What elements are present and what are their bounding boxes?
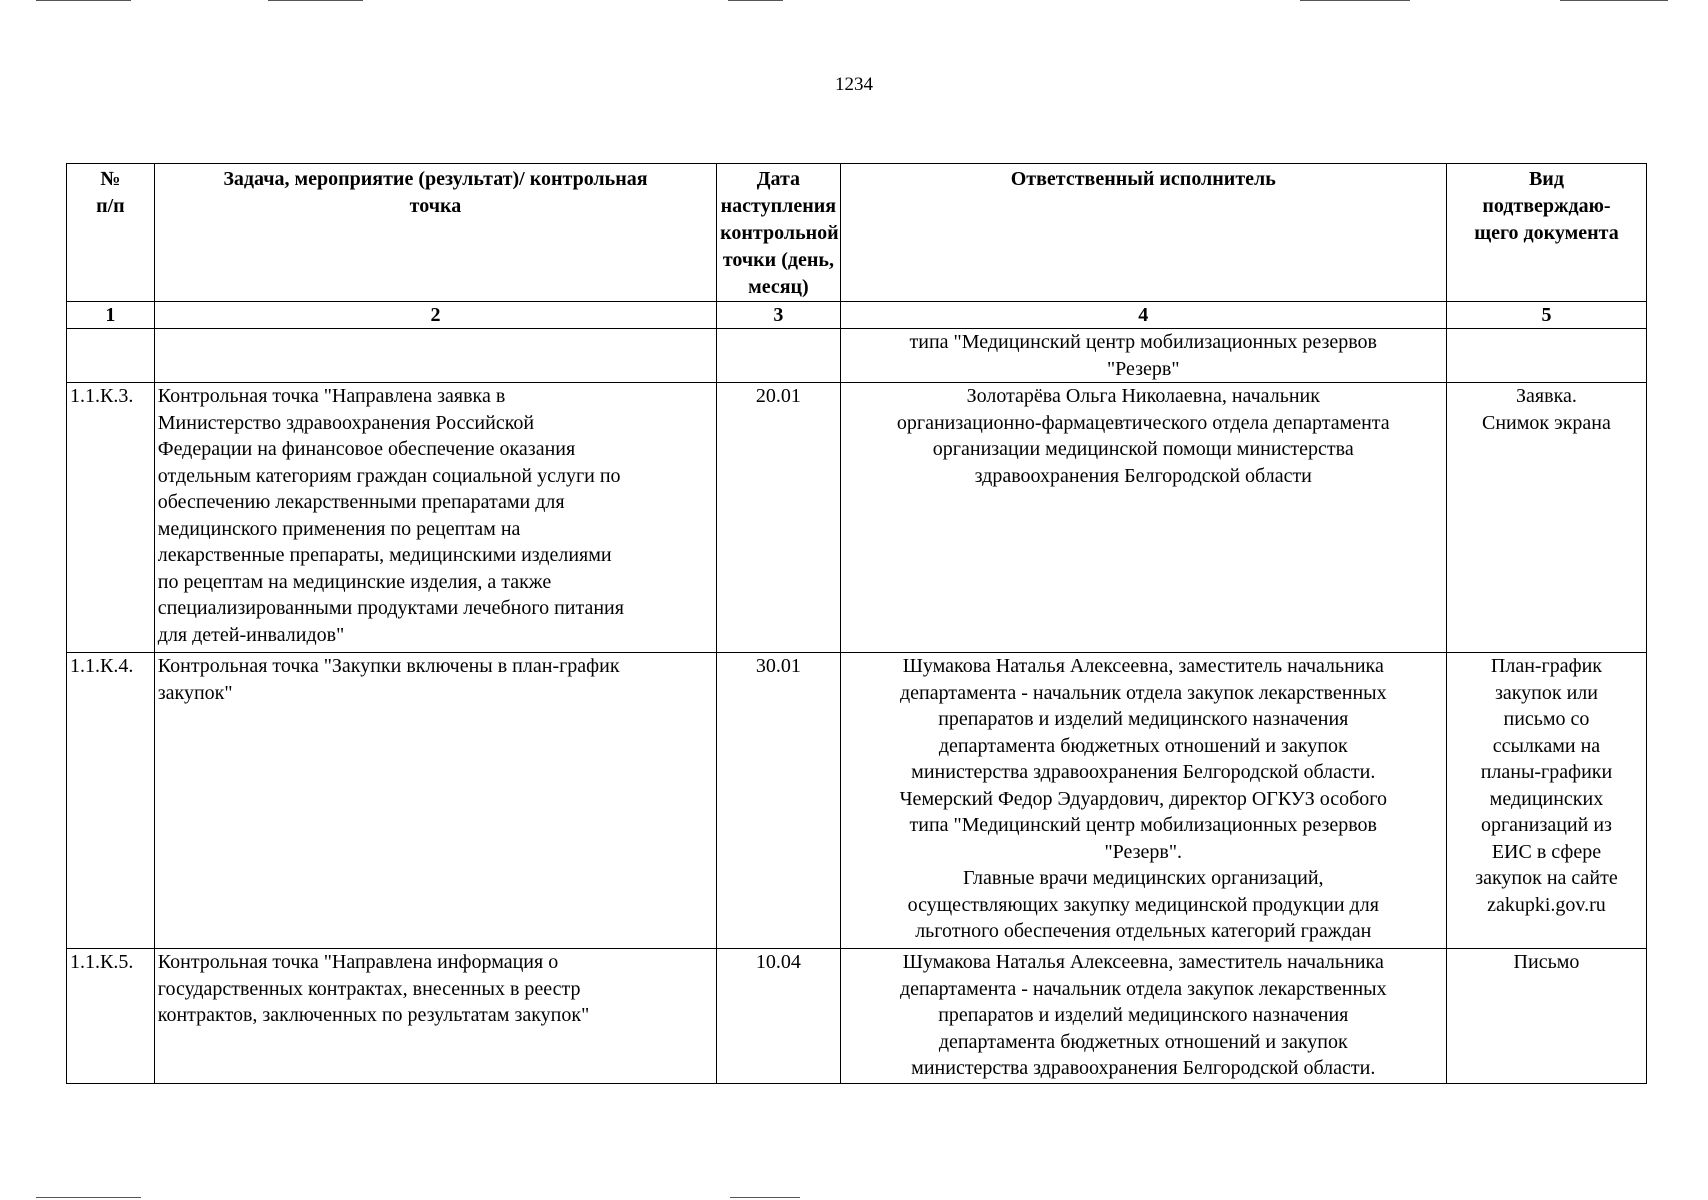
scan-edge-line [728, 0, 783, 1]
document-cell: Заявка. Снимок экрана [1446, 383, 1646, 653]
executor-cell: Шумакова Наталья Алексеевна, заместитель начальника департамента - начальник отдела закупок лекарственных препаратов и изделий медицинского назначения департамента бюджетных отношений и закупок министерства здравоохранения Белгородской области. Чемерский Федор Эдуардович, директор ОГКУЗ особого типа "Медицинский центр мобилизационных резервов "Резерв". Главные врачи медицинских организаций, осуществляющих закупку медицинской продукции для льготного обеспечения отдельных категорий граждан [840, 653, 1446, 949]
scan-edge-line [36, 0, 131, 1]
row-number [67, 329, 155, 383]
executor-cell: Золотарёва Ольга Николаевна, начальник организационно-фармацевтического отдела департамента организации медицинской помощи министерства здравоохранения Белгородской области [840, 383, 1446, 653]
task-cell: Контрольная точка "Закупки включены в план-график закупок" [154, 653, 716, 949]
task-cell [154, 329, 716, 383]
table-row [67, 653, 1647, 949]
column-number: 3 [717, 302, 841, 329]
table-header-row [67, 164, 1647, 302]
date-cell: 30.01 [717, 653, 841, 949]
scan-edge-line [1560, 0, 1668, 1]
header-task: Задача, мероприятие (результат)/ контрольная точка [154, 164, 716, 302]
row-number: 1.1.К.4. [67, 653, 155, 949]
date-cell: 10.04 [717, 949, 841, 1084]
control-points-table [66, 163, 1647, 1084]
document-cell: План-график закупок или письмо со ссылками на планы-графики медицинских организаций из ЕИС в сфере закупок на сайте zakupki.gov.ru [1446, 653, 1646, 949]
row-number: 1.1.К.5. [67, 949, 155, 1084]
document-cell [1446, 329, 1646, 383]
header-number: № п/п [67, 164, 155, 302]
table-row [67, 383, 1647, 653]
task-cell: Контрольная точка "Направлена заявка в Министерство здравоохранения Российской Федерации на финансовое обеспечение оказания отдельным категориям граждан социальной услуги по обеспечению лекарственными препаратами для медицинского применения по рецептам на лекарственные препараты, медицинскими изделиями по рецептам на медицинские изделия, а также специализированными продуктами лечебного питания для детей-инвалидов" [154, 383, 716, 653]
executor-cell: Шумакова Наталья Алексеевна, заместитель начальника департамента - начальник отдела закупок лекарственных препаратов и изделий медицинского назначения департамента бюджетных отношений и закупок министерства здравоохранения Белгородской области. [840, 949, 1446, 1084]
column-number: 5 [1446, 302, 1646, 329]
table-row [67, 949, 1647, 1084]
header-document: Вид подтверждаю- щего документа [1446, 164, 1646, 302]
scan-edge-line [268, 0, 363, 1]
scan-edge-line [36, 1197, 141, 1198]
page-number: 1234 [835, 74, 873, 95]
table-row [67, 329, 1647, 383]
column-number-row [67, 302, 1647, 329]
date-cell: 20.01 [717, 383, 841, 653]
executor-cell: типа "Медицинский центр мобилизационных резервов "Резерв" [840, 329, 1446, 383]
task-cell: Контрольная точка "Направлена информация о государственных контрактах, внесенных в реестр контрактов, заключенных по результатам закупок" [154, 949, 716, 1084]
scan-edge-line [1300, 0, 1410, 1]
header-executor: Ответственный исполнитель [840, 164, 1446, 302]
header-date: Дата наступления контрольной точки (день, месяц) [717, 164, 841, 302]
document-cell: Письмо [1446, 949, 1646, 1084]
column-number: 4 [840, 302, 1446, 329]
scan-edge-line [730, 1197, 800, 1198]
row-number: 1.1.К.3. [67, 383, 155, 653]
column-number: 1 [67, 302, 155, 329]
date-cell [717, 329, 841, 383]
column-number: 2 [154, 302, 716, 329]
